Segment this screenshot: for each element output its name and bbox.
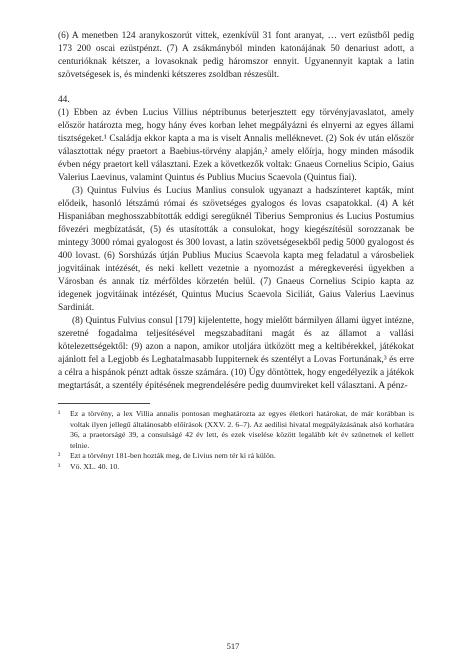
footnote-2 [58,451,414,462]
page-body [58,30,414,473]
page-number: 517 [226,641,240,651]
paragraph-1: (1) Ebben az évben Lucius Villius néptribunus beterjesztett egy törvényjavaslatot, amely először határozta meg, hogy hány éves korban lehet megpályázni és elnyerni az egyes állami tisztségeket.¹ Családja ekkor kapta a ma is viselt Annalis melléknevet. (2) Sok év után először választottak négy praetort a Baebius-törvény alapján,² amely előírja, hogy minden második évben négy praetort kell választani. Ezek a következők voltak: Gnaeus Cornelius Scipio, Gaius Valerius Laevinus, valamint Quintus és Publius Mucius Scaevola (Quintus fiai). [58,108,414,183]
footnote-3 [58,462,414,473]
chapter-number: 44. [58,95,70,105]
footnote-separator [58,403,150,404]
footnote-1 [58,409,414,451]
spacer [58,82,414,94]
paragraph-8: (8) Quintus Fulvius consul [179] kijelentette, hogy mielőtt bármilyen állami ügyet intézne, szeretné fogadalma teljesítésével megszabadítani magát és az államot a vallási kötelezettségektől: (9) azon a napon, amikor utoljára ütközött meg a keltibérekkel, játékokat ajánlott fel a Legjobb és Leghatalmasabb Iuppiternek és szentélyt a Lovas Fortunának,³ és erre a célra a hispánok pénzt adtak össze számára. (10) Úgy döntöttek, hogy engedélyezik a játékok megtartását, a szentély építésének megrendelésére pedig duumvireket kell választani. A pénz- [58,316,414,391]
footnote-text: Ez a törvény, a lex Villia annalis pontosan meghatározta az egyes életkori határokat, de már korábban is voltak ilyen jellegű általánosabb előírások (XXV. 2. 6–7). Az aedilisi hivatal megpályázásának alsó korhatára 36, a praetorságé 39, a consulságé 42 év lett, és ezek viselése között legalább két év szünetnek el kellett telnie. [70,409,414,450]
footnote-marker: ¹ [58,409,61,418]
paragraph-3: (3) Quintus Fulvius és Lucius Manlius consulok ugyanazt a hadszínteret kapták, mint elődeik, hasonló létszámú római és szövetséges gyalogos és lovas csapatokkal. (4) A két Hispaniában meghosszabbították eddigi seregüknél Tiberius Sempronius és Lucius Postumius fővezéri megbízatását, (5) és utasították a consulokat, hogy kiegészítésül sorozzanak be mintegy 3000 római gyalogost és 300 lovast, a latin szövetségesekből pedig 5000 gyalogost és 400 lovast. (6) Sorshúzás útján Publius Mucius Scaevola kapta meg feladatul a városbeliek jogvitáinak intézését, és neki kellett vezetnie a nyomozást a méregkeverési ügyekben a Városban és annak tíz mérföldes körzetén belül. (7) Gnaeus Cornelius Scipio kapta az idegenek jogvitáinak intézését, Quintus Mucius Scaevola Siciliát, Gaius Valerius Laevinus Sardiniát. [58,186,414,313]
footnote-marker: ³ [58,461,61,471]
footnote-text: Vö. XL. 40. 10. [70,461,120,471]
footnote-marker: ² [58,451,61,461]
footnote-text: Ezt a törvényt 181-ben hozták meg, de Livius nem tér ki rá külön. [70,451,276,461]
paragraph-46: (6) A menetben 124 aranykoszorút vittek, ezenkívül 31 font aranyat, … vert ezüstből pedig 173 200 oscai ezüstpénzt. (7) A zsákmányból minden katonájának 50 denariust adott, a centurióknak kétszer, a lovasoknak pedig háromszor ennyit. Ugyanennyit kaptak a latin szövetségesek is, és mindenki kétszeres zsoldban részesült. [58,31,414,80]
